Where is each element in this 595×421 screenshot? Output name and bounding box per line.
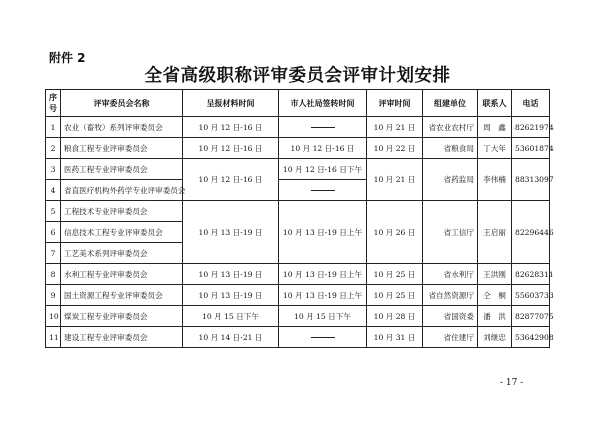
contact-person: 李伟楠 [478, 159, 512, 201]
row-number: 9 [46, 285, 61, 306]
row-number: 2 [46, 138, 61, 159]
table-row [46, 201, 550, 222]
phone-number: 82296446 [512, 201, 550, 264]
submit-time: 10 月 12 日-16 日 [183, 159, 279, 201]
contact-person: 仝 桐 [478, 285, 512, 306]
contact-person: 丁大年 [478, 138, 512, 159]
committee-name: 水利工程专业评审委员会 [61, 264, 183, 285]
organizer: 省粮食局 [423, 138, 478, 159]
header-contact: 联系人 [478, 90, 512, 117]
transfer-time: 10 月 13 日-19 日上午 [279, 264, 367, 285]
header-committee: 评审委员会名称 [61, 90, 183, 117]
committee-name: 工艺美术系列评审委员会 [61, 243, 183, 264]
review-time: 10 月 21 日 [367, 159, 423, 201]
row-number: 11 [46, 327, 61, 348]
committee-name: 农业（畜牧）系列评审委员会 [61, 117, 183, 138]
review-time: 10 月 25 日 [367, 264, 423, 285]
organizer: 省农业农村厅 [423, 117, 478, 138]
row-number: 6 [46, 222, 61, 243]
table-row [46, 264, 550, 285]
committee-name: 国土资源工程专业评审委员会 [61, 285, 183, 306]
organizer: 省国资委 [423, 306, 478, 327]
committee-name: 工程技术专业评审委员会 [61, 201, 183, 222]
header-submit-time: 呈报材料时间 [183, 90, 279, 117]
phone-number: 82621974 [512, 117, 550, 138]
attachment-label: 附件 2 [49, 51, 86, 65]
committee-name: 建设工程专业评审委员会 [61, 327, 183, 348]
submit-time: 10 月 12 日-16 日 [183, 117, 279, 138]
table-row [46, 306, 550, 327]
submit-time: 10 月 13 日-19 日 [183, 201, 279, 264]
row-number: 1 [46, 117, 61, 138]
header-review-time: 评审时间 [367, 90, 423, 117]
submit-time: 10 月 12 日-16 日 [183, 138, 279, 159]
organizer: 省药监局 [423, 159, 478, 201]
review-time: 10 月 31 日 [367, 327, 423, 348]
row-number: 8 [46, 264, 61, 285]
row-number: 7 [46, 243, 61, 264]
phone-number: 55603733 [512, 285, 550, 306]
contact-person: 王洪刚 [478, 264, 512, 285]
header-transfer-time: 市人社局签转时间 [279, 90, 367, 117]
table-row [46, 327, 550, 348]
organizer: 省住建厅 [423, 327, 478, 348]
transfer-time: 10 月 13 日-19 日上午 [279, 285, 367, 306]
submit-time: 10 月 15 日下午 [183, 306, 279, 327]
review-time: 10 月 26 日 [367, 201, 423, 264]
review-time: 10 月 25 日 [367, 285, 423, 306]
transfer-time-empty [279, 117, 367, 138]
row-number: 4 [46, 180, 61, 201]
submit-time: 10 月 14 日-21 日 [183, 327, 279, 348]
contact-person: 潘 洪 [478, 306, 512, 327]
contact-person: 王启丽 [478, 201, 512, 264]
organizer: 省自然资源厅 [423, 285, 478, 306]
table-row [46, 117, 550, 138]
phone-number: 82628311 [512, 264, 550, 285]
committee-name: 信息技术工程专业评审委员会 [61, 222, 183, 243]
committee-name: 粮食工程专业评审委员会 [61, 138, 183, 159]
committee-name: 省直医疗机构外药学专业评审委员会 [61, 180, 183, 201]
table-row [46, 138, 550, 159]
transfer-time: 10 月 12 日-16 日下午 [279, 159, 367, 180]
table-header-row [46, 90, 550, 117]
page-title: 全省高级职称评审委员会评审计划安排 [144, 66, 451, 86]
dash-line [311, 190, 335, 191]
review-plan-table [45, 89, 554, 348]
table-row [46, 285, 550, 306]
header-seq: 序 号 [46, 90, 61, 117]
review-time: 10 月 28 日 [367, 306, 423, 327]
phone-number: 88313097 [512, 159, 550, 201]
phone-number: 53601874 [512, 138, 550, 159]
submit-time: 10 月 13 日-19 日 [183, 264, 279, 285]
contact-person: 刘继忠 [478, 327, 512, 348]
row-number: 10 [46, 306, 61, 327]
transfer-time: 10 月 12 日-16 日 [279, 138, 367, 159]
row-number: 3 [46, 159, 61, 180]
transfer-time: 10 月 15 日下午 [279, 306, 367, 327]
transfer-time-empty [279, 327, 367, 348]
page-number: - 17 - [500, 378, 524, 388]
committee-name: 煤炭工程专业评审委员会 [61, 306, 183, 327]
organizer: 省工信厅 [423, 201, 478, 264]
phone-number: 53642908 [512, 327, 550, 348]
header-organizer: 组建单位 [423, 90, 478, 117]
review-time: 10 月 22 日 [367, 138, 423, 159]
review-time: 10 月 21 日 [367, 117, 423, 138]
phone-number: 82877075 [512, 306, 550, 327]
row-number: 5 [46, 201, 61, 222]
dash-line [311, 337, 335, 338]
submit-time: 10 月 13 日-19 日 [183, 285, 279, 306]
transfer-time-empty [279, 180, 367, 201]
contact-person: 周 鑫 [478, 117, 512, 138]
dash-line [311, 127, 335, 128]
header-phone: 电话 [512, 90, 550, 117]
committee-name: 医药工程专业评审委员会 [61, 159, 183, 180]
table-row [46, 159, 550, 180]
organizer: 省水利厅 [423, 264, 478, 285]
transfer-time: 10 月 13 日-19 日上午 [279, 201, 367, 264]
